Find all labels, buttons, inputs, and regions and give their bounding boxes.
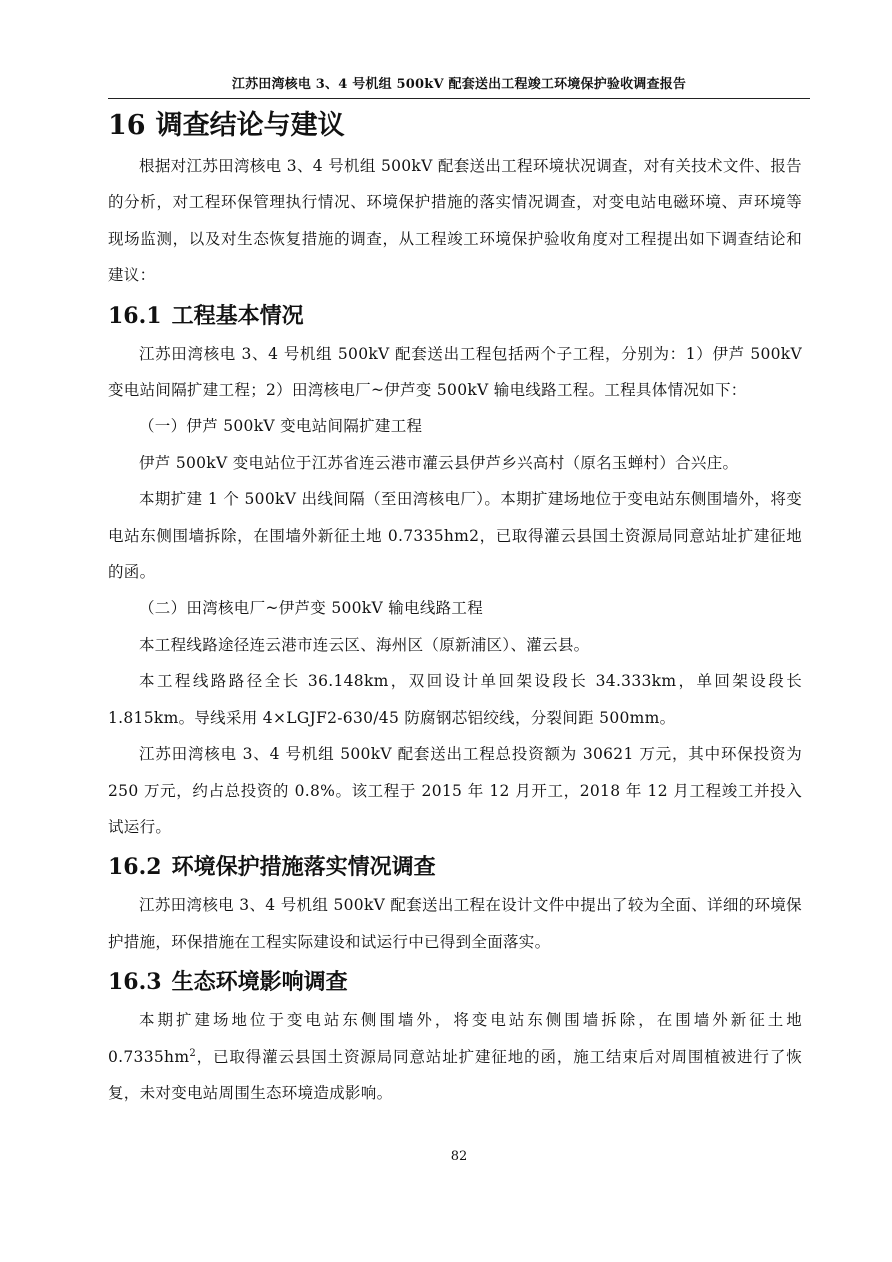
page-number: 82 [450,1149,468,1164]
section-title: 环境保护措施落实情况调查 [171,854,436,881]
page-body [108,106,802,1111]
section-title: 工程基本情况 [171,302,304,329]
section-number: 16.2 [108,854,162,881]
project-overview-paragraph: 江苏田湾核电 3、4 号机组 500kV 配套送出工程包括两个子工程，分别为：1）伊芦 500kV 变电站间隔扩建工程；2）田湾核电厂~伊芦变 500kV 输电线路工程。工程具体情况如下： [108,344,802,400]
section-heading-16-3 [108,964,802,1000]
ecology-text-part-1: 本期扩建场地位于变电站东侧围墙外，将变电站东侧围墙拆除，在围墙外新征土地 0.7335hm [108,1011,802,1066]
chapter-title: 调查结论与建议 [155,110,345,141]
ecology-text-part-2: ，已取得灌云县国土资源局同意站址扩建征地的函，施工结束后对周围植被进行了恢复，未对变电站周围生态环境造成影响。 [108,1047,802,1102]
investment-paragraph: 江苏田湾核电 3、4 号机组 500kV 配套送出工程总投资额为 30621 万元，其中环保投资为 250 万元，约占总投资的 0.8%。该工程于 2015 年 12 月开工，2018 年 12 月工程竣工并投入试运行。 [108,745,802,836]
chapter-number: 16 [108,110,146,141]
subsection-title-line: （二）田湾核电厂~伊芦变 500kV 输电线路工程 [139,599,484,618]
substation-location-paragraph: 伊芦 500kV 变电站位于江苏省连云港市灌云县伊芦乡兴高村（原名玉蝉村）合兴庄。 [139,453,739,472]
section-title: 生态环境影响调查 [171,969,348,996]
running-header: 江苏田湾核电 3、4 号机组 500kV 配套送出工程竣工环境保护验收调查报告 [231,77,687,92]
section-heading-16-1 [108,298,802,334]
measures-paragraph: 江苏田湾核电 3、4 号机组 500kV 配套送出工程在设计文件中提出了较为全面、详细的环境保护措施，环保措施在工程实际建设和试运行中已得到全面落实。 [108,896,802,951]
chapter-heading [108,106,802,146]
chapter-intro-paragraph: 根据对江苏田湾核电 3、4 号机组 500kV 配套送出工程环境状况调查，对有关技术文件、报告的分析，对工程环保管理执行情况、环境保护措施的落实情况调查，对变电站电磁环境、声环境等现场监测，以及对生态恢复措施的调查，从工程竣工环境保护验收角度对工程提出如下调查结论和建议： [108,157,802,285]
subsection-title-substation: （一）伊芦 500kV 变电站间隔扩建工程 [139,417,423,436]
area-unit-superscript: 2 [189,1047,196,1059]
header-divider [108,98,810,99]
section-number: 16.1 [108,302,162,329]
section-heading-16-2 [108,849,802,885]
ecology-paragraph [108,1002,802,1111]
substation-expansion-paragraph: 本期扩建 1 个 500kV 出线间隔（至田湾核电厂）。本期扩建场地位于变电站东侧围墙外，将变电站东侧围墙拆除，在围墙外新征土地 0.7335hm2，已取得灌云县国土资源局同意站址扩建征地的函。 [108,490,802,582]
line-length-paragraph: 本工程线路路径全长 36.148km，双回设计单回架设段长 34.333km，单回架设段长 1.815km。导线采用 4×LGJF2-630/45 防腐钢芯铝绞线，分裂间距 500mm。 [108,672,802,727]
line-route-paragraph: 本工程线路途径连云港市连云区、海州区（原新浦区）、灌云县。 [139,635,590,654]
section-number: 16.3 [108,969,162,996]
